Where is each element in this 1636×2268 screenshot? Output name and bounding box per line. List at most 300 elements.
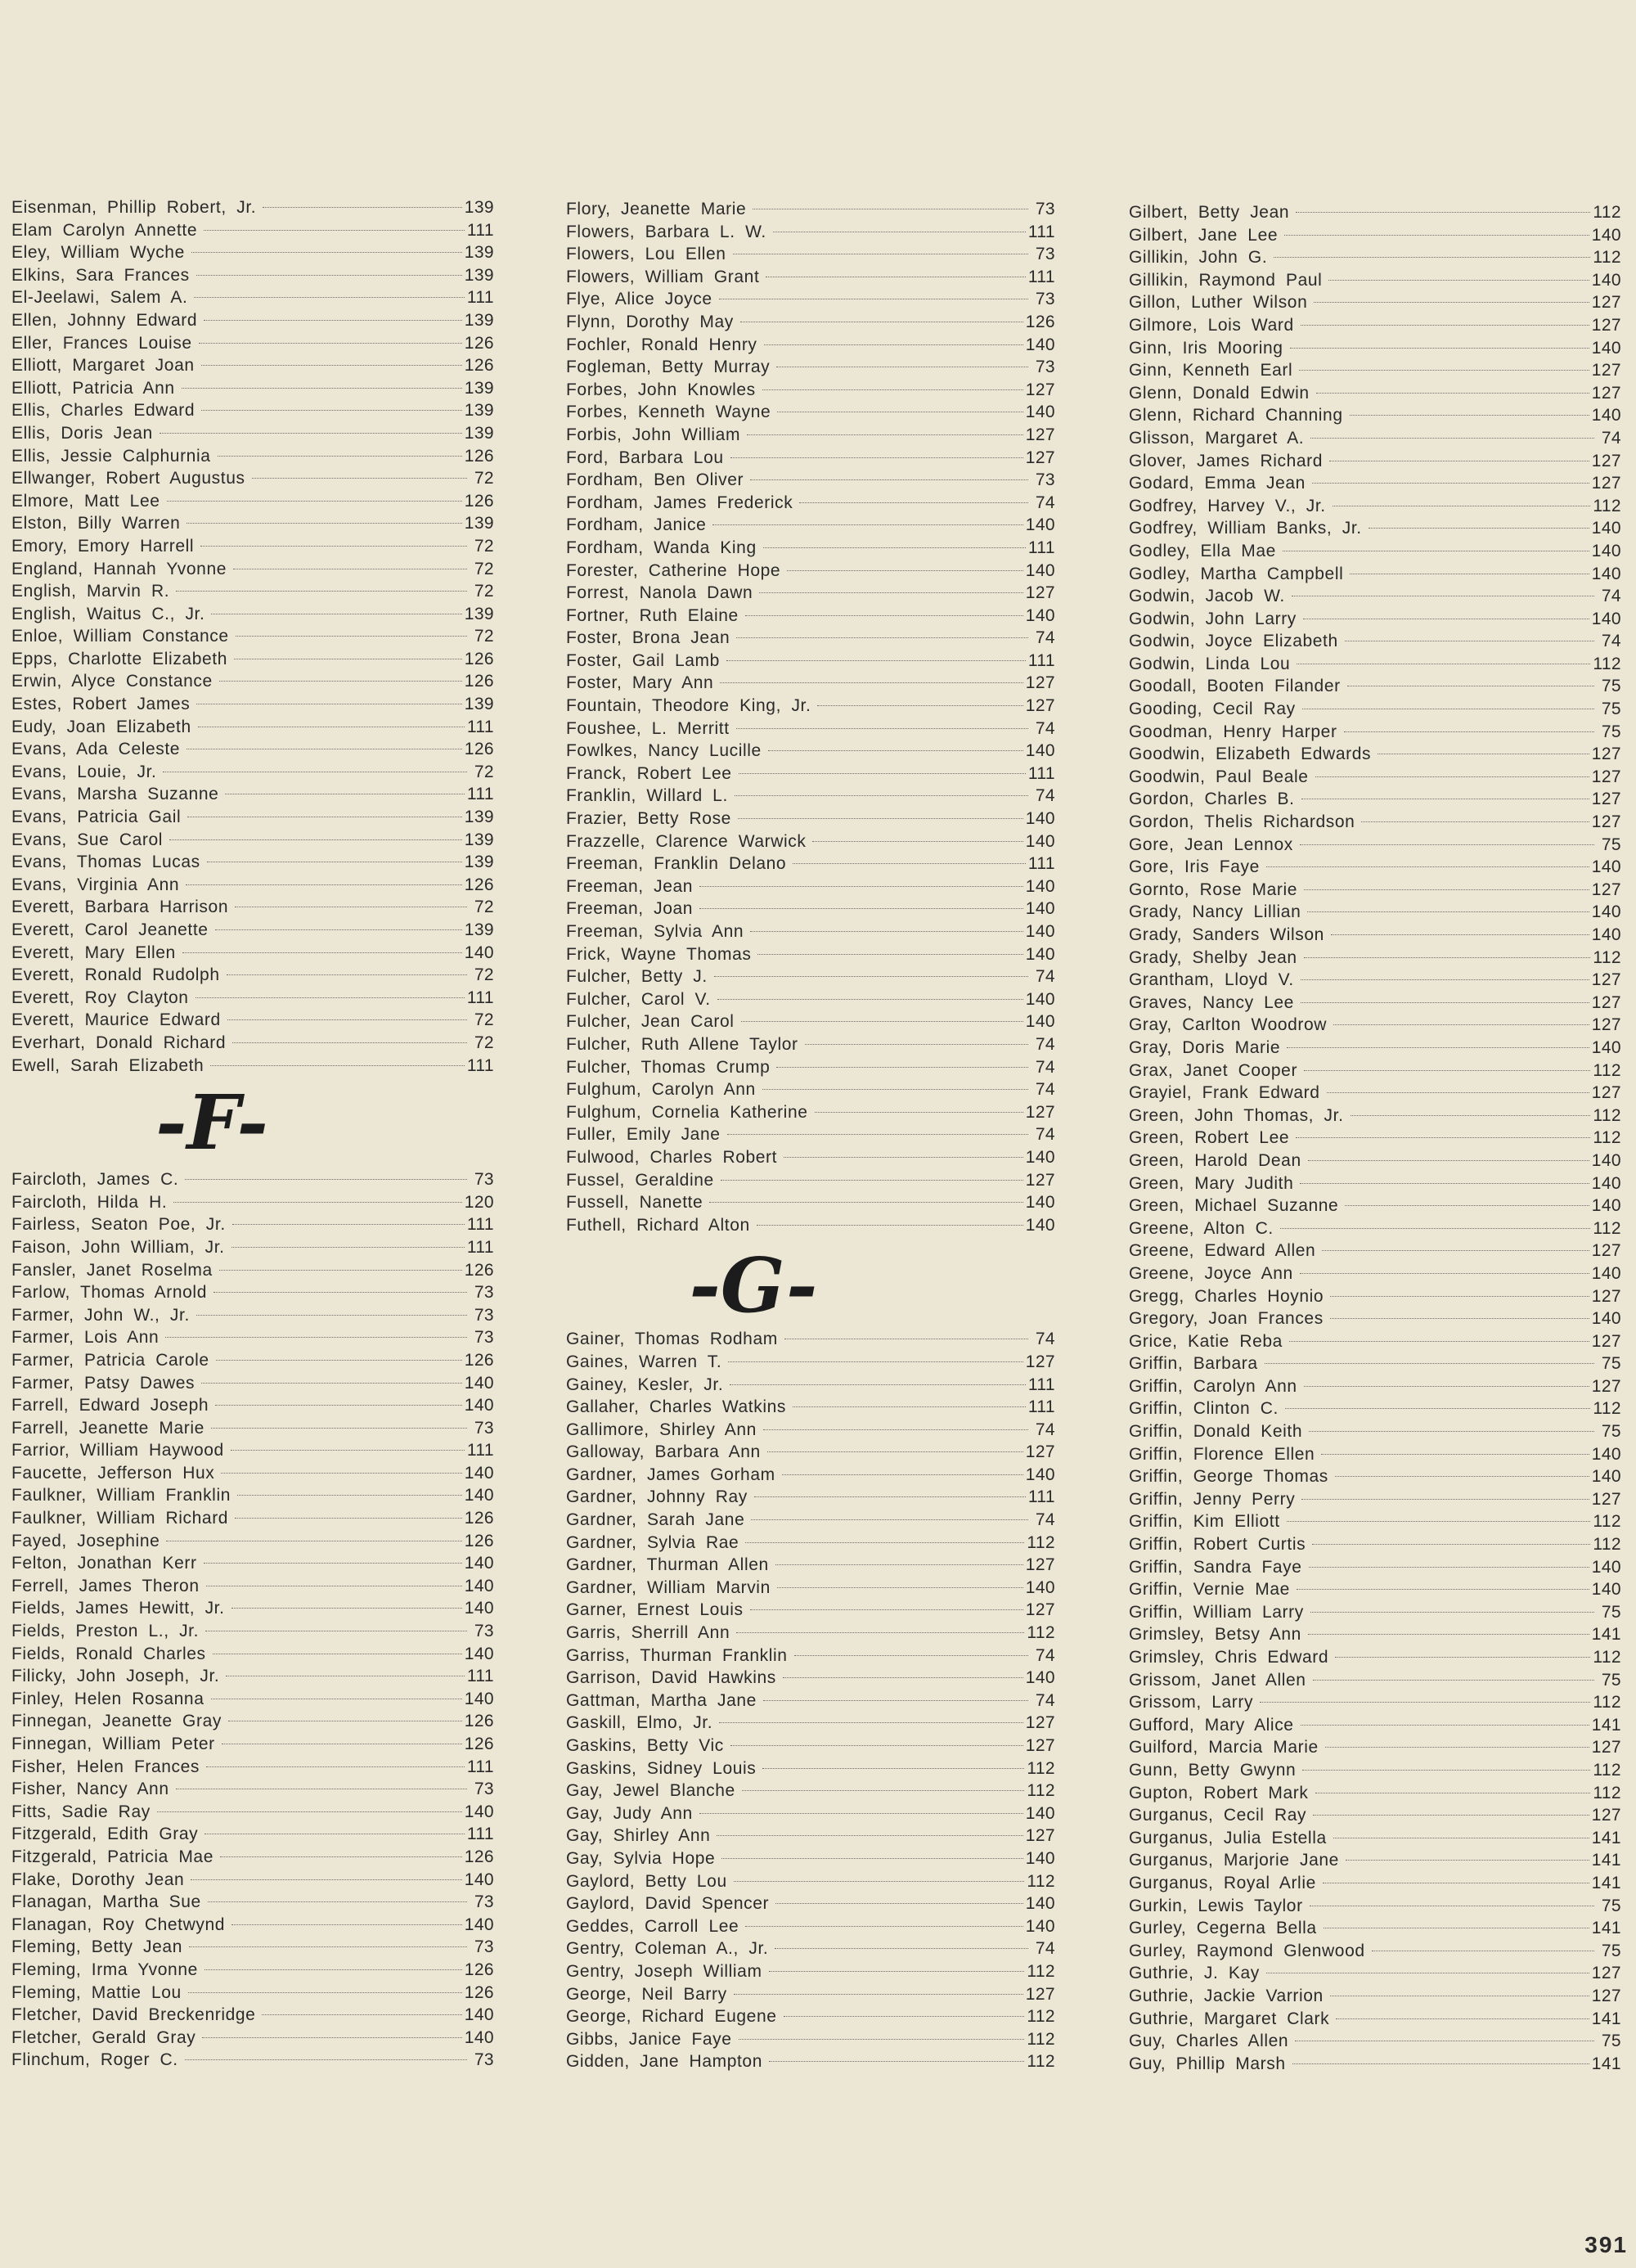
dot-leader [1307,911,1589,912]
index-entry [566,808,1055,830]
dot-leader [776,1067,1028,1068]
dot-leader [762,389,1023,390]
entry-page: 111 [466,1825,494,1844]
entry-name: Griffin, Sandra Faye [1129,1557,1302,1577]
entry-name: Guthrie, Margaret Clark [1129,2009,1330,2028]
entry-page: 140 [1591,541,1621,560]
dot-leader [1369,528,1589,529]
index-entry [566,875,1055,898]
index-entry [566,401,1055,424]
entry-page: 112 [1027,1758,1055,1778]
entry-page: 72 [474,469,494,488]
index-entry [1129,1262,1621,1285]
index-entry [1129,630,1621,653]
entry-name: Faircloth, Hilda H. [11,1192,168,1212]
entry-name: Gray, Carlton Woodrow [1129,1015,1328,1035]
index-entry [1129,1465,1621,1488]
dot-leader [750,1609,1023,1610]
entry-page: 75 [1601,1670,1621,1690]
dot-leader [730,457,1023,458]
entry-page: 112 [1027,2007,1055,2027]
index-entry [11,942,494,965]
index-entry [566,672,1055,695]
index-entry [1129,450,1621,473]
dot-leader [719,1722,1023,1723]
dot-leader [1301,325,1589,326]
entry-name: Gray, Doris Marie [1129,1037,1281,1057]
entry-page: 74 [1035,718,1055,738]
entry-page: 140 [1025,560,1055,580]
entry-page: 140 [464,1463,494,1483]
entry-page: 141 [1591,1715,1621,1735]
entry-name: Gillon, Luther Wilson [1129,293,1308,313]
entry-name: Fuller, Emily Jane [566,1125,721,1145]
entry-name: Faison, John William, Jr. [11,1237,225,1257]
dot-leader [1304,1070,1590,1071]
entry-page: 139 [464,514,494,533]
dot-leader [763,1429,1028,1430]
dot-leader [1328,280,1589,281]
dot-leader [210,1065,465,1066]
dot-leader [757,1225,1023,1226]
entry-page: 126 [464,333,494,353]
entry-page: 126 [464,1847,494,1866]
dot-leader [204,1969,462,1970]
dot-leader [793,1406,1026,1407]
index-entry [566,447,1055,470]
entry-name: Gurganus, Julia Estella [1129,1828,1327,1847]
entry-page: 74 [1035,493,1055,512]
entry-name: Evans, Thomas Lucas [11,853,200,872]
index-entry [1129,382,1621,405]
dot-leader [762,1768,1024,1769]
entry-name: Fountain, Theodore King, Jr. [566,696,811,716]
entry-name: Flowers, William Grant [566,267,760,286]
index-entry [1129,427,1621,450]
entry-name: Freeman, Joan [566,899,694,919]
index-entry [1129,1804,1621,1827]
dot-leader [1284,235,1589,236]
dot-leader [173,1202,461,1203]
entry-name: Flanagan, Roy Chetwynd [11,1915,225,1934]
dot-leader [777,1587,1023,1588]
entry-name: Gay, Shirley Ann [566,1826,711,1846]
page-number: 391 [1584,2232,1628,2257]
entry-page: 139 [464,310,494,330]
index-entry [1129,1827,1621,1850]
dot-leader [1266,866,1589,867]
index-entry [1129,1578,1621,1601]
index-entry [566,1441,1055,1464]
entry-name: Ginn, Iris Mooring [1129,338,1283,358]
dot-leader [1321,1454,1589,1455]
index-entry [1129,721,1621,744]
index-entry [566,763,1055,785]
dot-leader [1299,370,1589,371]
index-entry [1129,788,1621,811]
entry-name: Gattman, Martha Jane [566,1690,757,1710]
entry-page: 139 [464,198,494,217]
entry-page: 74 [1601,632,1621,651]
index-entry [11,309,494,332]
entry-name: England, Hannah Yvonne [11,559,227,578]
index-entry [1129,834,1621,857]
index-entry [11,2004,494,2027]
entry-name: Flake, Dorothy Jean [11,1870,185,1889]
dot-leader [1301,1725,1589,1726]
entry-page: 140 [1591,338,1621,358]
entry-page: 139 [464,243,494,263]
entry-page: 140 [1025,403,1055,422]
index-entry [566,785,1055,808]
index-entry [566,560,1055,583]
index-entry [11,1530,494,1553]
index-entry [1129,1420,1621,1443]
entry-page: 75 [1601,1941,1621,1960]
dot-leader [759,592,1023,593]
dot-leader [726,660,1026,661]
entry-name: Fulwood, Charles Robert [566,1147,778,1167]
entry-page: 141 [1591,2054,1621,2073]
entry-name: Ginn, Kenneth Earl [1129,361,1293,380]
entry-name: Farmer, John W., Jr. [11,1305,190,1325]
index-entry [11,1756,494,1779]
entry-page: 72 [474,559,494,578]
index-entry [1129,1962,1621,1985]
entry-page: 74 [1035,1645,1055,1665]
entry-page: 140 [464,2005,494,2025]
entry-page: 141 [1591,1851,1621,1870]
index-entry [11,738,494,761]
index-entry [11,716,494,739]
dot-leader [1280,1228,1590,1229]
dot-leader [1260,1702,1590,1703]
index-entry [566,1712,1055,1735]
index-entry [11,422,494,445]
dot-leader [741,1021,1023,1022]
entry-name: Griffin, Vernie Mae [1129,1580,1290,1600]
entry-name: Farmer, Patsy Dawes [11,1373,196,1393]
entry-page: 72 [474,582,494,601]
dot-leader [1309,1567,1589,1568]
entry-page: 140 [1591,902,1621,922]
entry-page: 127 [1591,293,1621,313]
index-entry [11,1259,494,1282]
index-entry [566,266,1055,289]
entry-name: Enloe, William Constance [11,627,229,646]
dot-leader [219,681,462,682]
entry-name: Flynn, Dorothy May [566,312,734,331]
index-entry [566,988,1055,1011]
entry-page: 126 [464,1350,494,1370]
entry-name: Guthrie, J. Kay [1129,1964,1260,1983]
entry-page: 140 [1591,406,1621,425]
dot-leader [231,1247,465,1248]
dot-leader [1327,1092,1589,1093]
index-entry [11,490,494,513]
dot-leader [186,884,462,885]
dot-leader [739,773,1026,774]
entry-name: Griffin, George Thomas [1129,1467,1328,1487]
dot-leader [784,2016,1025,2017]
index-entry [566,1169,1055,1192]
index-entry [1129,969,1621,992]
dot-leader [213,1292,467,1293]
entry-name: Flanagan, Martha Sue [11,1892,201,1912]
entry-name: Ellis, Jessie Calphurnia [11,446,211,466]
index-entry [1129,608,1621,631]
dot-leader [717,999,1023,1000]
index-entry [566,288,1055,311]
dot-leader [1313,1815,1589,1816]
entry-name: Gurkin, Lewis Taylor [1129,1896,1303,1915]
index-entry [1129,1082,1621,1105]
entry-page: 112 [1593,1060,1621,1080]
entry-page: 126 [464,1960,494,1979]
entry-page: 140 [464,1599,494,1618]
dot-leader [1310,1612,1594,1613]
dot-leader [215,1405,462,1406]
index-entry [566,1146,1055,1169]
index-entry [11,1891,494,1914]
entry-name: Futhell, Richard Alton [566,1215,750,1235]
index-entry [566,650,1055,673]
entry-name: Griffin, Florence Ellen [1129,1444,1315,1464]
index-entry [566,1532,1055,1555]
entry-page: 111 [466,1215,494,1235]
entry-name: Gregory, Joan Frances [1129,1309,1324,1329]
entry-name: Faulkner, William Richard [11,1509,229,1528]
index-entry [1129,1037,1621,1060]
index-entry [11,1032,494,1055]
entry-name: Grimsley, Chris Edward [1129,1648,1329,1667]
entry-name: Frick, Wayne Thomas [566,944,752,964]
dot-leader [793,863,1026,864]
entry-name: Fleming, Irma Yvonne [11,1960,198,1979]
entry-name: Fordham, Wanda King [566,538,757,557]
entry-name: Everett, Barbara Harrison [11,898,229,917]
index-entry [566,1554,1055,1577]
entry-name: Gaskill, Elmo, Jr. [566,1713,713,1733]
entry-name: Flinchum, Roger C. [11,2050,178,2070]
entry-name: Fussel, Geraldine [566,1170,714,1190]
entry-page: 140 [1591,1309,1621,1329]
entry-page: 127 [1591,1376,1621,1396]
entry-name: Flye, Alice Joyce [566,290,712,309]
entry-page: 140 [1025,605,1055,625]
index-entry [11,1597,494,1620]
dot-leader [206,1766,465,1767]
index-entry [1129,856,1621,879]
entry-name: Ewell, Sarah Elizabeth [11,1055,204,1075]
entry-name: Glover, James Richard [1129,451,1324,470]
dot-leader [736,728,1028,729]
dot-leader [167,501,462,502]
entry-page: 140 [1025,1147,1055,1167]
entry-page: 112 [1593,496,1621,515]
entry-page: 127 [1591,992,1621,1012]
dot-leader [252,478,467,479]
entry-name: Forbes, Kenneth Wayne [566,403,771,422]
dot-leader [769,1971,1025,1972]
entry-name: Gardner, Thurman Allen [566,1555,769,1575]
index-entry [11,1982,494,2005]
entry-name: Gaylord, Betty Lou [566,1871,727,1891]
index-entry [566,1937,1055,1960]
entry-name: Guthrie, Jackie Varrion [1129,1986,1324,2005]
entry-name: George, Neil Barry [566,1984,727,2004]
entry-page: 127 [1025,1555,1055,1575]
entry-name: Fulcher, Betty J. [566,967,708,987]
index-entry [566,379,1055,402]
index-entry [11,1733,494,1756]
dot-leader [699,908,1023,909]
dot-leader [1296,212,1590,213]
dot-leader [221,1473,461,1474]
entry-name: Grissom, Larry [1129,1693,1254,1712]
entry-page: 72 [474,536,494,556]
index-entry [1129,1556,1621,1579]
dot-leader [762,1089,1028,1090]
entry-name: Elston, Billy Warren [11,514,181,533]
entry-page: 127 [1591,361,1621,380]
entry-name: Graves, Nancy Lee [1129,992,1294,1012]
entry-name: Grissom, Janet Allen [1129,1670,1306,1690]
entry-page: 140 [464,943,494,962]
entry-name: Ford, Barbara Lou [566,448,724,467]
dot-leader [204,320,462,321]
entry-page: 72 [474,627,494,646]
index-entry [1129,2030,1621,2053]
index-entry [11,512,494,535]
dot-leader [787,570,1023,571]
entry-name: Farrell, Jeanette Marie [11,1418,204,1438]
dot-leader [202,2037,461,2038]
index-entry [1129,924,1621,947]
dot-leader [200,546,467,547]
index-entry [566,943,1055,966]
entry-page: 112 [1593,248,1621,268]
dot-leader [218,456,462,457]
index-entry [11,241,494,264]
entry-page: 141 [1591,1873,1621,1892]
entry-page: 141 [1591,2009,1621,2028]
index-entry [11,1304,494,1327]
entry-page: 141 [1591,1828,1621,1847]
entry-name: Grady, Sanders Wilson [1129,925,1324,944]
entry-page: 73 [1035,245,1055,264]
dot-leader [176,591,467,592]
dot-leader [227,1019,467,1020]
entry-name: Frazzelle, Clarence Warwick [566,831,807,851]
dot-leader [1304,957,1591,958]
entry-name: Flowers, Barbara L. W. [566,222,766,241]
index-entry [1129,1872,1621,1895]
index-entry [11,625,494,648]
dot-leader [1265,1363,1594,1364]
entry-page: 73 [474,1780,494,1799]
index-entry [1129,698,1621,721]
entry-page: 126 [464,1531,494,1550]
entry-name: Gardner, Sylvia Rae [566,1532,739,1552]
entry-page: 111 [1027,1375,1055,1394]
dot-leader [1330,1318,1589,1319]
entry-page: 112 [1027,1623,1055,1643]
dot-leader [215,929,462,930]
entry-page: 126 [464,672,494,691]
index-entry [1129,1669,1621,1692]
index-entry [1129,359,1621,382]
entry-page: 112 [1593,947,1621,967]
entry-page: 140 [1025,1894,1055,1914]
entry-name: Farlow, Thomas Arnold [11,1283,207,1303]
entry-name: Evans, Virginia Ann [11,875,180,894]
index-entry [566,1056,1055,1079]
index-entry [566,198,1055,221]
entry-name: Eisenman, Phillip Robert, Jr. [11,198,257,217]
entry-page: 140 [464,1554,494,1573]
index-entry [11,1484,494,1507]
entry-name: Gordon, Thelis Richardson [1129,812,1355,832]
index-entry [1129,1375,1621,1398]
dot-leader [191,1879,461,1880]
entry-page: 140 [464,1396,494,1415]
entry-name: Everett, Ronald Rudolph [11,965,220,985]
entry-name: Griffin, Jenny Perry [1129,1489,1296,1509]
dot-leader [721,1858,1022,1859]
dot-leader [1346,1860,1589,1861]
index-entry [566,1825,1055,1847]
entry-page: 73 [474,2050,494,2070]
index-entry [1129,901,1621,924]
entry-name: Griffin, Donald Keith [1129,1422,1303,1442]
index-entry [11,829,494,852]
index-entry [566,1645,1055,1667]
entry-page: 111 [1027,1397,1055,1417]
index-entry [11,1665,494,1688]
entry-name: Fochler, Ronald Henry [566,335,757,354]
index-entry [1129,879,1621,902]
dot-leader [727,1134,1028,1135]
entry-name: Fulcher, Jean Carol [566,1012,735,1032]
entry-name: Flory, Jeanette Marie [566,200,747,218]
entry-name: Gardner, Johnny Ray [566,1487,748,1507]
entry-name: Forrest, Nanola Dawn [566,583,753,603]
entry-page: 74 [1035,1057,1055,1077]
entry-name: Eley, William Wyche [11,243,185,263]
entry-name: Eudy, Joan Elizabeth [11,717,191,736]
entry-name: Godwin, John Larry [1129,609,1297,628]
index-entry [1129,1510,1621,1533]
dot-leader [1344,731,1594,732]
entry-page: 127 [1591,1286,1621,1306]
dot-leader [767,1451,1023,1452]
entry-name: Elliott, Margaret Joan [11,356,195,376]
dot-leader [1301,979,1589,980]
entry-name: Gore, Iris Faye [1129,857,1260,877]
entry-name: Farrell, Edward Joseph [11,1396,209,1415]
index-entry [566,1010,1055,1033]
dot-leader [1287,1521,1591,1522]
entry-name: Gay, Jewel Blanche [566,1781,735,1801]
entry-name: Fairless, Seaton Poe, Jr. [11,1215,226,1235]
entry-name: Fayed, Josephine [11,1531,160,1550]
index-entry [566,356,1055,379]
dot-leader [165,1337,467,1338]
index-entry [11,1823,494,1846]
entry-page: 73 [1035,358,1055,377]
dot-leader [1274,257,1590,258]
